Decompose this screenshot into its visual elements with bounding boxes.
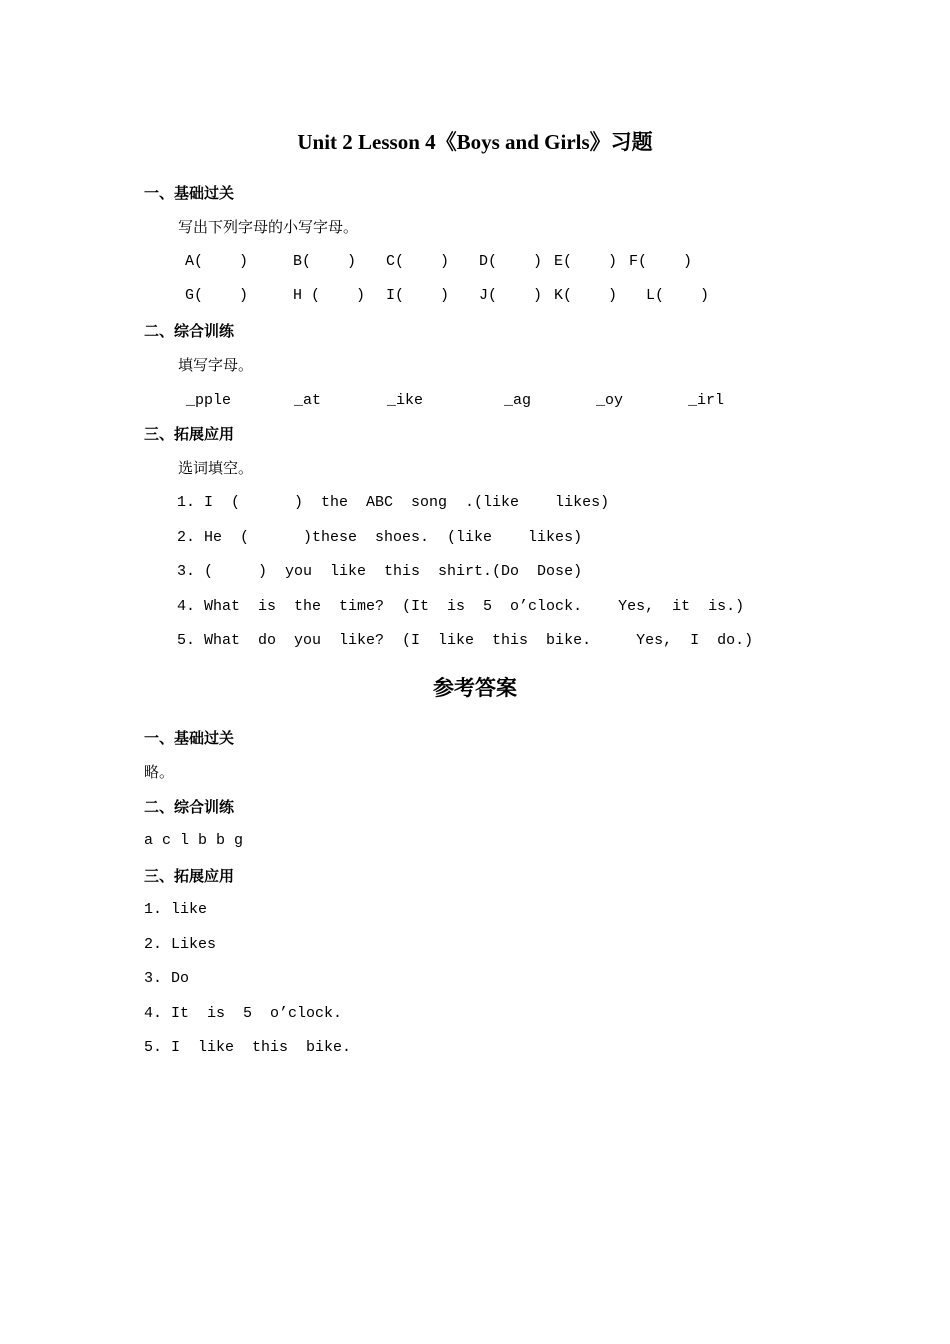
letter-blank[interactable]: G( )	[185, 287, 249, 304]
answer-item: 3. Do	[144, 970, 190, 987]
section-heading-extension: 三、拓展应用	[144, 425, 235, 443]
answer-text: a c l b b g	[144, 832, 244, 849]
letter-blank[interactable]: B( )	[293, 253, 357, 270]
letter-blank[interactable]: K( )	[554, 287, 618, 304]
section-instruction: 填写字母。	[178, 356, 254, 374]
word-blank[interactable]: _ag	[504, 392, 532, 409]
section-instruction: 写出下列字母的小写字母。	[178, 218, 359, 236]
letter-blank[interactable]: H ( )	[293, 287, 366, 304]
word-blank[interactable]: _irl	[688, 392, 725, 409]
word-blank[interactable]: _at	[294, 392, 322, 409]
letter-blank[interactable]: J( )	[479, 287, 543, 304]
exercise-item: 2. He ( )these shoes. (like likes)	[177, 529, 583, 546]
exercise-item: 5. What do you like? (I like this bike. Yes, I do.)	[177, 632, 754, 649]
word-blank[interactable]: _pple	[186, 392, 232, 409]
exercise-item: 1. I ( ) the ABC song .(like likes)	[177, 494, 610, 511]
answer-item: 5. I like this bike.	[144, 1039, 352, 1056]
letter-blank[interactable]: L( )	[646, 287, 710, 304]
answer-heading-comprehensive: 二、综合训练	[144, 798, 235, 816]
exercise-item: 4. What is the time? (It is 5 o’clock. Yes, it is.)	[177, 598, 745, 615]
answer-item: 1. like	[144, 901, 208, 918]
letter-blank[interactable]: A( )	[185, 253, 249, 270]
word-blank[interactable]: _oy	[596, 392, 624, 409]
answers-title: 参考答案	[433, 676, 517, 700]
word-blank[interactable]: _ike	[387, 392, 424, 409]
exercise-item: 3. ( ) you like this shirt.(Do Dose)	[177, 563, 583, 580]
letter-blank[interactable]: I( )	[386, 287, 450, 304]
page-title: Unit 2 Lesson 4《Boys and Girls》习题	[297, 130, 653, 154]
section-heading-comprehensive: 二、综合训练	[144, 322, 235, 340]
section-instruction: 选词填空。	[178, 459, 254, 477]
letter-blank[interactable]: D( )	[479, 253, 543, 270]
answer-text: 略。	[144, 763, 175, 781]
answer-heading-basic: 一、基础过关	[144, 729, 235, 747]
letter-blank[interactable]: F( )	[629, 253, 693, 270]
answer-item: 4. It is 5 o’clock.	[144, 1005, 343, 1022]
letter-blank[interactable]: C( )	[386, 253, 450, 270]
letter-blank[interactable]: E( )	[554, 253, 618, 270]
answer-item: 2. Likes	[144, 936, 217, 953]
section-heading-basic: 一、基础过关	[144, 184, 235, 202]
answer-heading-extension: 三、拓展应用	[144, 867, 235, 885]
